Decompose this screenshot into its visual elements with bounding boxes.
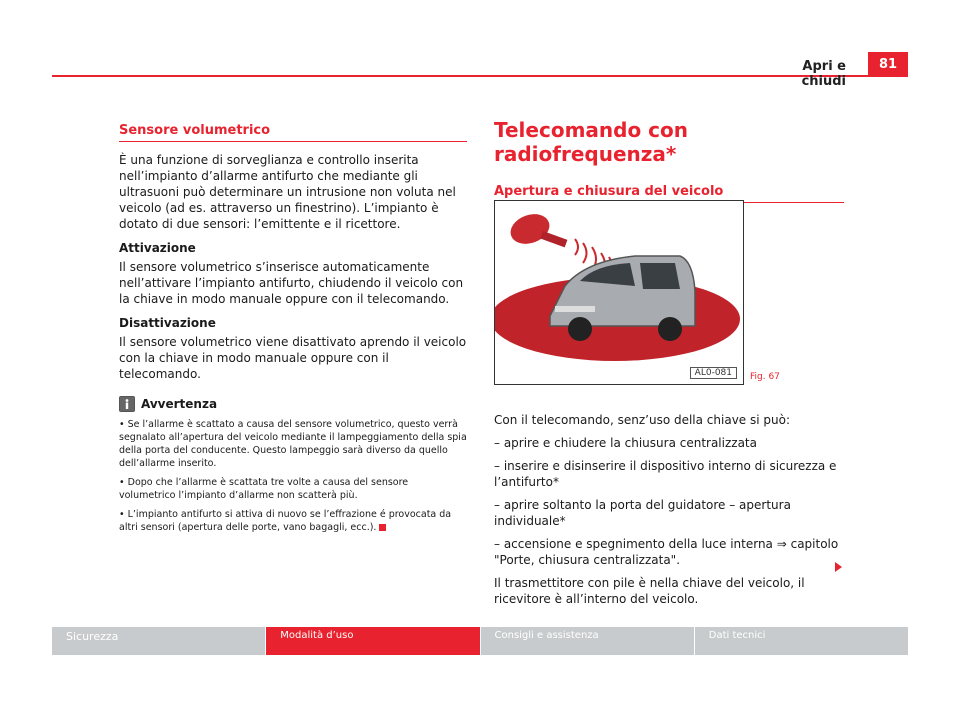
right-column [494,118,844,213]
main-title: Telecomando con radiofrequenza* [494,118,688,166]
continue-arrow-icon [835,562,842,572]
chapter-title: Apri e chiudi [801,59,846,89]
left-column [119,123,467,540]
info-note-icon [119,396,135,412]
figure-code: AL0-081 [690,367,737,379]
end-marker-icon [379,524,386,531]
footer-tab-modalita[interactable]: Modalità d’uso [266,627,480,655]
activation-title: Attivazione [119,241,196,255]
remote-item: – inserire e disinserire il dispositivo interno di sicurezza e l’antifurto* [494,459,837,489]
remote-item: – accensione e spegnimento della luce interna ⇒ capitolo "Porte, chiusura centralizzata". [494,537,839,567]
activation-text: Il sensore volumetrico s’inserisce automaticamente nell’attivare l’impianto antifurto, chiudendo il veicolo con la chiave in modo manuale oppure con il telecomando. [119,260,464,306]
note-item: • Dopo che l’allarme è scattata tre volte a causa del sensore volumetrico l’impianto d’allarme non scatterà più. [119,477,409,501]
footer-tab-sicurezza[interactable]: Sicurezza [52,627,266,655]
note-item: • L’impianto antifurto si attiva di nuovo se l’effrazione é provocata da altri sensori (apertura delle porte, vano bagagli, ecc.). [119,509,452,533]
note-item: • Se l’allarme è scattato a causa del sensore volumetrico, questo verrà segnalato all’apertura del veicolo mediante il lampeggiamento della spia della porta del conducente. Questo lampeggio sarà diverso da quello dell’allarme inserito. [119,419,467,469]
remote-closing: Il trasmettitore con pile è nella chiave del veicolo, il ricevitore è all’interno del veicolo. [494,576,805,606]
remote-text [494,412,844,614]
deactivation-text: Il sensore volumetrico viene disattivato aprendo il veicolo con la chiave in modo manuale oppure con il telecomando. [119,335,467,381]
remote-intro: Con il telecomando, senz’uso della chiave si può: [494,413,791,427]
figure-car-remote [494,200,744,385]
note-title: Avvertenza [141,397,218,411]
footer-tabs [52,627,908,655]
figure-label: Fig. 67 [750,372,780,382]
car-remote-illustration [495,201,743,384]
deactivation-title: Disattivazione [119,316,216,330]
sensor-intro: È una funzione di sorveglianza e controllo inserita nell’impianto d’allarme antifurto che mediante gli ultrasuoni può determinare un intrusione non voluta nel veicolo (ad es. attraverso un finestrino). L’impianto è dotato di due sensori: l’emittente e il ricettore. [119,153,456,231]
page-number: 81 [868,52,908,77]
remote-item: – aprire soltanto la porta del guidatore – apertura individuale* [494,498,791,528]
note-box [119,396,467,534]
section-title-sensor: Sensore volumetrico [119,123,467,142]
section-title-opening: Apertura e chiusura del veicolo [494,184,844,203]
remote-item: – aprire e chiudere la chiusura centralizzata [494,436,757,450]
footer-tab-consigli[interactable]: Consigli e assistenza [481,627,695,655]
footer-tab-dati[interactable]: Dati tecnici [695,627,908,655]
note-header [119,396,467,412]
